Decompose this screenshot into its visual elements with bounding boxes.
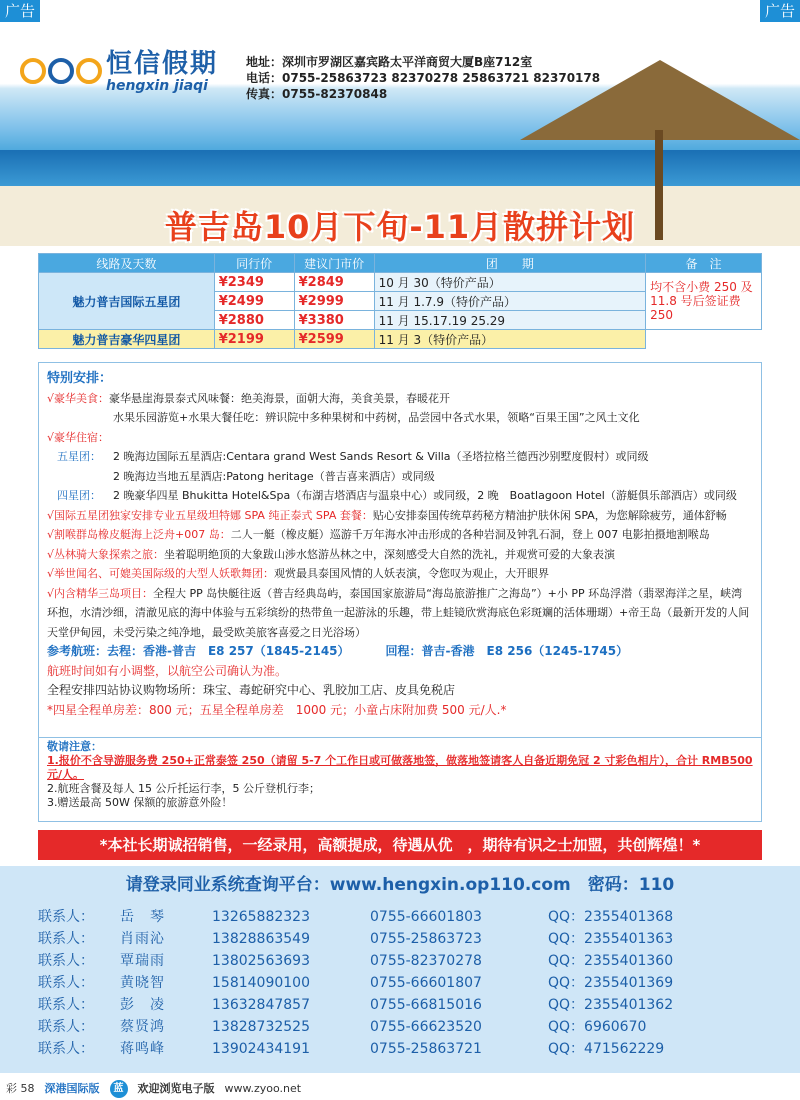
flight-outbound: 参考航班：去程：香港-普吉 E8 257（1845-2145）: [47, 644, 350, 658]
food-line-1: 豪华悬崖海景泰式风味餐：绝美海景，面朝大海，美食美景，春暖花开: [109, 391, 451, 405]
elephant-label: √丛林骑大象探索之旅：: [47, 547, 165, 561]
retail-price: ¥3380: [294, 311, 374, 330]
tour-dates: 11 月 1.7.9（特价产品）: [374, 292, 646, 311]
contact-name: 肖雨沁: [120, 931, 165, 947]
special-arrangements: [38, 362, 762, 738]
ad-label-right: 广告: [760, 0, 800, 22]
contact-tel: 0755-66601803: [370, 909, 482, 925]
five-star-hotel-2: 2 晚海边当地五星酒店:Patong heritage（普吉喜来酒店）或同级: [113, 469, 435, 483]
notice-item-2: 2.航班含餐及每人 15 公斤托运行李，5 公斤登机行李；: [47, 782, 320, 795]
five-star-hotel-1: 2 晚海边国际五星酒店:Centara grand West Sands Resort & Villa（圣塔拉格兰德西沙别墅度假村）或同级: [113, 450, 649, 463]
fax: 传真：0755-82370848: [246, 87, 388, 101]
notice-box: [38, 738, 762, 822]
contact-qq: QQ：2355401369: [548, 975, 674, 991]
list-item: [38, 972, 778, 994]
empty-cell: [646, 330, 762, 349]
boat-label: √割喉群岛橡皮艇海上泛舟+007 岛：: [47, 528, 231, 541]
footer-url[interactable]: www.zyoo.net: [224, 1082, 302, 1095]
col-route: 线路及天数: [39, 254, 215, 273]
four-star-hotels: 2 晚豪华四星 Bhukitta Hotel&Spa（布湖吉塔酒店与温泉中心）或同级，2 晚 Boatlagoon Hotel（游艇俱乐部酒店）或同级: [113, 489, 737, 502]
retail-price: ¥2599: [294, 330, 374, 349]
room-surcharge: *四星全程单房差：800 元；五星全程单房差 1000 元；小童占床附加费 500 元/人.*: [47, 702, 507, 717]
contact-list: [38, 906, 778, 1060]
table-row: [39, 273, 762, 292]
brand-logo: [18, 50, 218, 94]
peer-price: ¥2349: [214, 273, 294, 292]
route-name: 魅力普吉国际五星团: [39, 273, 215, 330]
brand-name: 恒信假期: [106, 49, 219, 79]
contact-mobile: 13828863549: [212, 931, 310, 947]
contact-name: 彭 凌: [120, 997, 165, 1013]
list-item: [38, 950, 778, 972]
contact-label: 联系人：: [38, 975, 94, 991]
spa-label: √国际五星团独家安排专业五星级坦特娜 SPA 纯正泰式 SPA 套餐：: [47, 508, 373, 522]
contact-name: 黄晓智: [120, 975, 165, 991]
schedule-table: [38, 253, 762, 349]
col-peer-price: 同行价: [214, 254, 294, 273]
elephant-desc: 坐着聪明绝顶的大象跋山涉水悠游丛林之中，深刻感受大自然的洗礼，并观赏可爱的大象表演: [164, 547, 616, 561]
shopping-info: 全程安排四站协议购物场所：珠宝、毒蛇研究中心、乳胶加工店、皮具免税店: [47, 683, 456, 697]
food-label: √豪华美食：: [47, 391, 110, 405]
show-desc: 观赏最具泰国风情的人妖表演，令您叹为观止，大开眼界: [274, 567, 550, 580]
contact-name: 岳 琴: [120, 909, 165, 925]
contact-tel: 0755-66815016: [370, 997, 482, 1013]
list-item: [38, 1016, 778, 1038]
edition-name: 深港国际版: [44, 1082, 100, 1095]
contact-mobile: 13902434191: [212, 1041, 310, 1057]
tour-dates: 11 月 3（特价产品）: [374, 330, 646, 349]
ad-label-left: 广告: [0, 0, 40, 22]
contact-label: 联系人：: [38, 909, 94, 925]
contact-name: 覃瑞雨: [120, 953, 165, 969]
brand-pinyin: hengxin jiaqi: [106, 78, 208, 94]
contact-qq: QQ：2355401368: [548, 909, 674, 925]
phone: 电话：0755-25863723 82370278 25863721 82370178: [246, 71, 601, 85]
list-item: [38, 928, 778, 950]
contact-tel: 0755-25863721: [370, 1041, 482, 1057]
tour-dates: 10 月 30（特价产品）: [374, 273, 646, 292]
spa-desc: 贴心安排泰国传统草药秘方精油护肤休闲 SPA，为您解除疲劳，通体舒畅: [372, 508, 727, 522]
footer-text: 欢迎浏览电子版: [137, 1082, 215, 1095]
contact-name: 蒋鸣峰: [120, 1041, 165, 1057]
contact-qq: QQ：2355401362: [548, 997, 674, 1013]
retail-price: ¥2999: [294, 292, 374, 311]
contact-qq: QQ：2355401363: [548, 931, 674, 947]
peer-price: ¥2880: [214, 311, 294, 330]
zyoo-logo-icon: 蓝: [110, 1080, 128, 1098]
peer-price: ¥2499: [214, 292, 294, 311]
recruitment-banner: *本社长期诚招销售，一经录用，高额提成，待遇从优 ，期待有识之士加盟，共创辉煌！*: [38, 830, 762, 860]
retail-price: ¥2849: [294, 273, 374, 292]
contact-mobile: 13632847857: [212, 997, 310, 1013]
route-name: 魅力普吉豪华四星团: [39, 330, 215, 349]
table-row: [39, 330, 762, 349]
notice-item-1: 1.报价不含导游服务费 250+正常泰签 250（请留 5-7 个工作日或可做落地签，做落地签请客人自备近期免冠 2 寸彩色相片），合计 RMB500 元/人。: [47, 754, 753, 781]
list-item: [38, 906, 778, 928]
contact-qq: QQ：6960670: [548, 1019, 647, 1035]
contact-mobile: 15814090100: [212, 975, 310, 991]
logo-rings-icon: [18, 52, 106, 92]
hotel-label: √豪华住宿：: [47, 430, 110, 444]
contact-tel: 0755-66601807: [370, 975, 482, 991]
five-star-label: 五星团：: [57, 450, 101, 463]
page-footer: [0, 1078, 800, 1100]
page-title: 普吉岛10月下旬-11月散拼计划: [164, 208, 636, 246]
notice-heading: 敬请注意：: [47, 740, 102, 753]
tour-dates: 11 月 15.17.19 25.29: [374, 311, 646, 330]
address: 地址：深圳市罗湖区嘉宾路太平洋商贸大厦B座712室: [246, 55, 533, 69]
contact-mobile: 13828732525: [212, 1019, 310, 1035]
peer-price: ¥2199: [214, 330, 294, 349]
list-item: [38, 994, 778, 1016]
list-item: [38, 1038, 778, 1060]
four-star-label: 四星团：: [57, 489, 101, 502]
contact-tel: 0755-25863723: [370, 931, 482, 947]
contact-qq: QQ：2355401360: [548, 953, 674, 969]
platform-link[interactable]: 请登录同业系统查询平台：www.hengxin.op110.com 密码：110: [125, 875, 675, 895]
contact-address-block: [246, 54, 600, 102]
sea-image: [0, 150, 800, 190]
notice-item-3: 3.赠送最高 50W 保额的旅游意外险！: [47, 796, 233, 809]
table-header-row: [39, 254, 762, 273]
contact-label: 联系人：: [38, 1019, 94, 1035]
show-label: √举世闻名、可媲美国际级的大型人妖歌舞团：: [47, 567, 275, 580]
boat-desc: 二人一艇（橡皮艇）巡游千万年海水冲击形成的各种岩洞及钟乳石洞，登上 007 电影拍摄地割喉岛: [230, 528, 710, 541]
contact-tel: 0755-82370278: [370, 953, 482, 969]
contact-mobile: 13802563693: [212, 953, 310, 969]
contact-label: 联系人：: [38, 997, 94, 1013]
page-number: 彩 58: [6, 1082, 35, 1095]
contact-mobile: 13265882323: [212, 909, 310, 925]
island-desc: 全程大 PP 岛快艇往返（普吉经典岛屿，泰国国家旅游局“海岛旅游推广之海岛”）+小 PP 环岛浮潜（翡翠海洋之星，峡湾环抱，水清沙细，清澈见底的海中体验与五彩缤纷的热带鱼一起游泳的乐趣，带上蛙镜欣赏海底色彩斑斓的活体珊瑚）+帝王岛（最新开发的人间天堂伊甸园，未受污染之纯净地，最受欧美旅客喜爱之日光浴场）: [47, 586, 750, 639]
special-heading: 特别安排：: [47, 371, 113, 386]
contact-label: 联系人：: [38, 931, 94, 947]
food-line-2: 水果乐园游览+水果大餐任吃：辨识院中多种果树和中药树，品尝园中各式水果，领略“百果王国”之风土文化: [113, 411, 640, 424]
contact-label: 联系人：: [38, 1041, 94, 1057]
flight-return: 回程：普吉-香港 E8 256（1245-1745）: [385, 644, 629, 658]
contact-tel: 0755-66623520: [370, 1019, 482, 1035]
price-note: 均不含小费 250 及 11.8 号后签证费 250: [646, 273, 762, 330]
col-retail-price: 建议门市价: [294, 254, 374, 273]
col-dates: 团 期: [374, 254, 646, 273]
contact-qq: QQ：471562229: [548, 1041, 665, 1057]
island-label: √内含精华三岛项目：: [47, 586, 154, 600]
contact-label: 联系人：: [38, 953, 94, 969]
contact-name: 蔡贤鸿: [120, 1019, 165, 1035]
flight-note: 航班时间如有小调整，以航空公司确认为准。: [47, 663, 288, 678]
col-notes: 备 注: [646, 254, 762, 273]
